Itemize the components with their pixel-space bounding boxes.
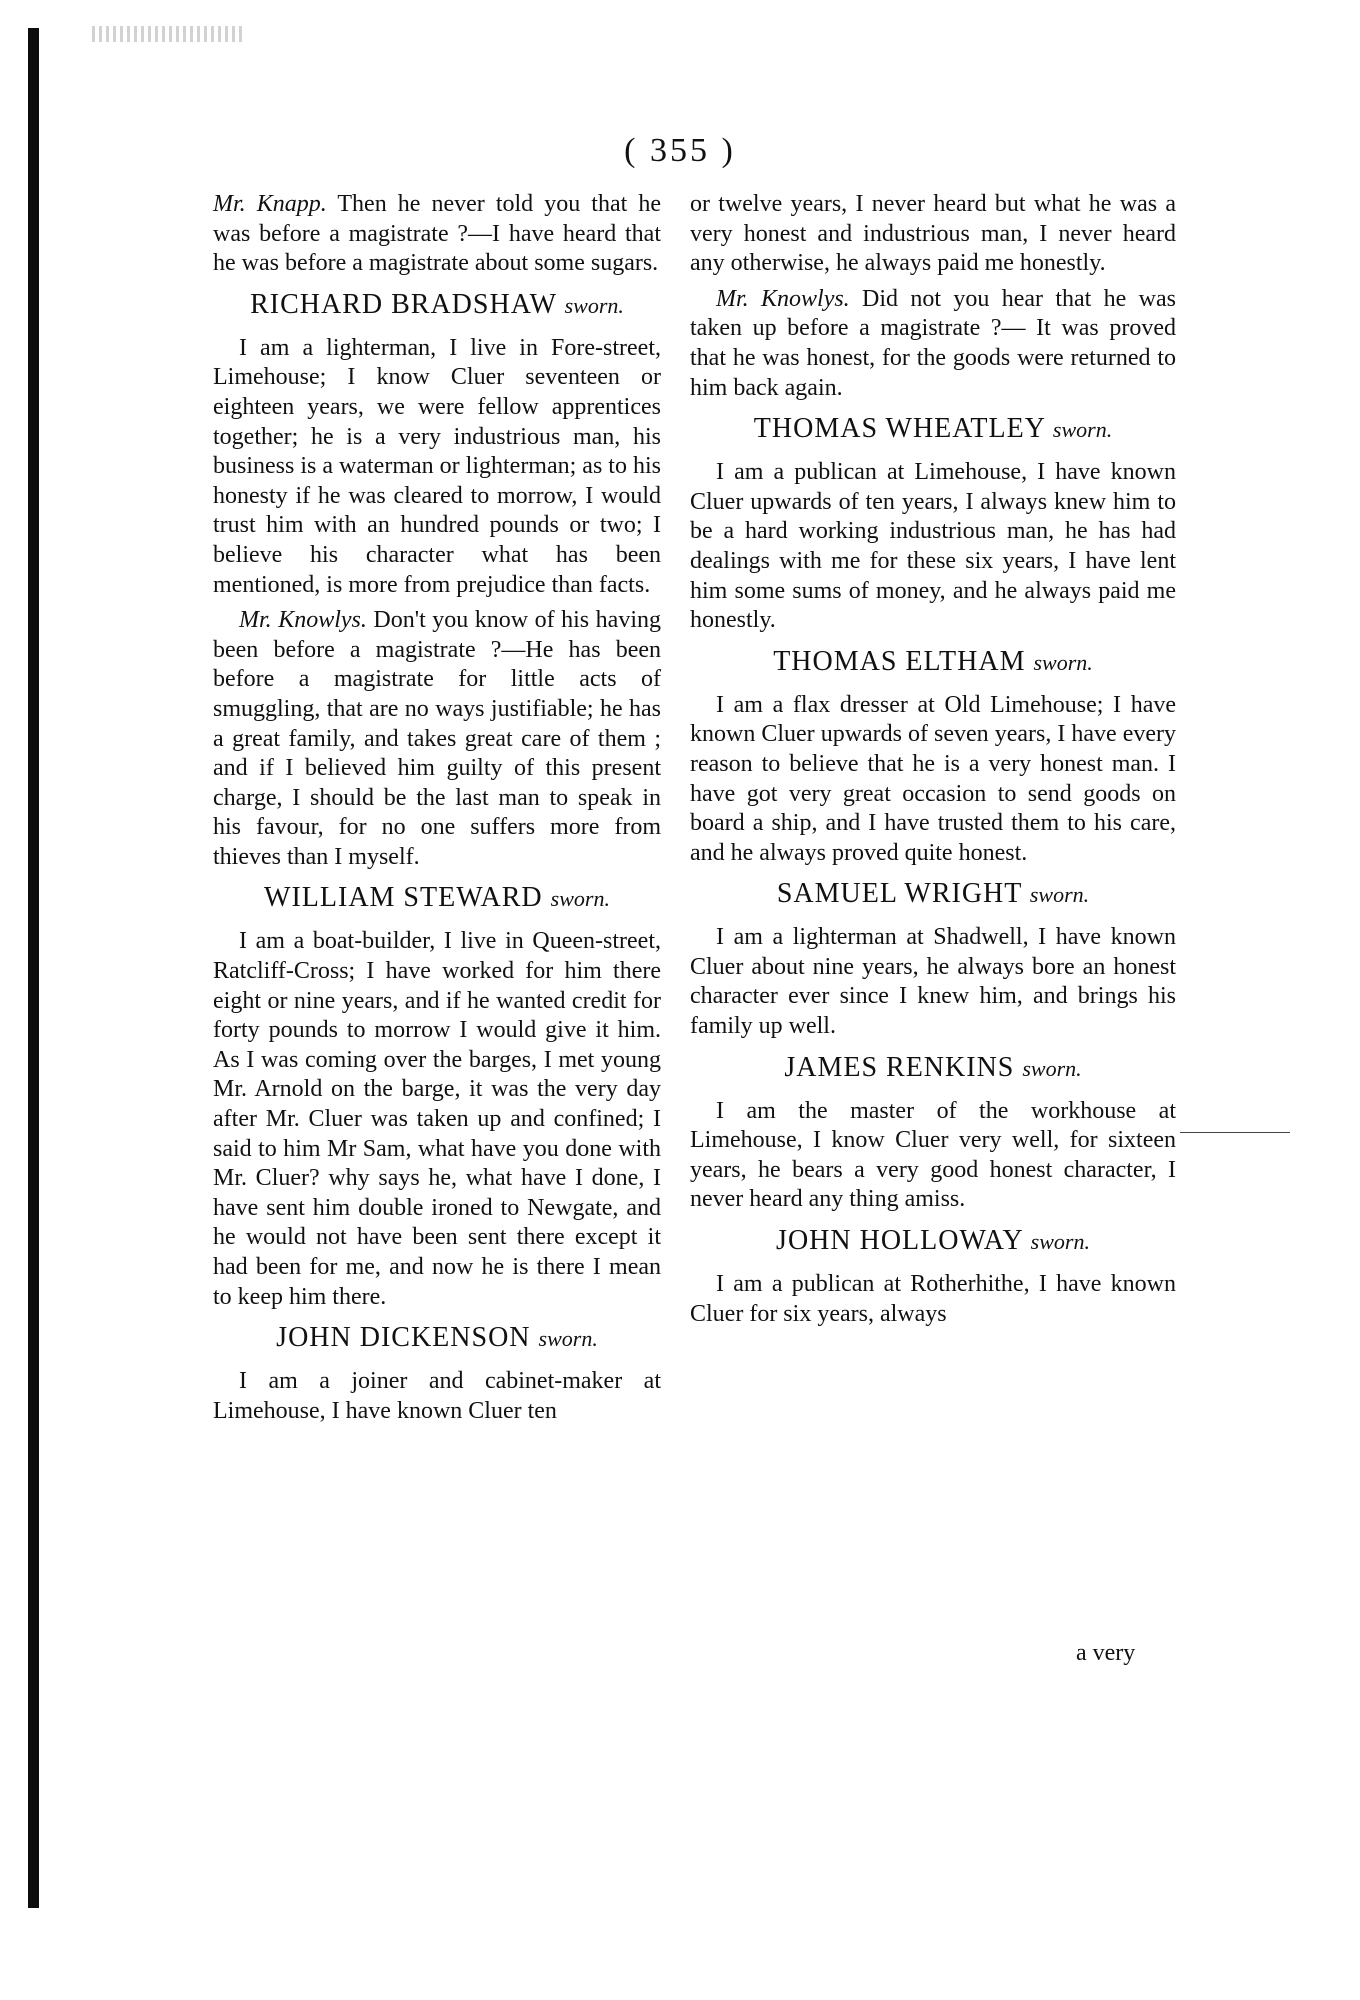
witness-name-eltham: THOMAS ELTHAM [773,645,1026,677]
testimony-bradshaw: I am a lighterman, I live in Fore-street, Limehouse; I know Cluer seventeen or eighteen years, we were fellow apprentices together; he is a very industrious man, his business is a waterman or lighterman; as to his honesty if he was cleared to morrow, I would trust him with an hundred pounds or two; I believe his character what has been mentioned, is more from prejudice than facts. [213,334,661,598]
knowlys-text-left: Don't you know of his having been before a magistrate ?—He has been before a magistrate for little acts of smuggling, that are no ways justifiable; he has a great family, and takes great care of them ; and if I believed him guilty of this present charge, I should be the last man to speak in his favour, for no one suffers more from thieves than I myself. [213,607,661,870]
witness-name-wheatley: THOMAS WHEATLEY [753,413,1045,445]
ink-smudge [92,26,242,42]
knowlys-question-left [213,606,661,872]
witness-heading-steward [213,882,661,915]
witness-heading-wright [690,878,1176,911]
sworn-label: sworn. [1030,1229,1090,1255]
witness-name-dickenson: JOHN DICKENSON [276,1322,531,1354]
testimony-holloway: I am a publican at Rotherhithe, I have known Cluer for six years, always [690,1271,1176,1327]
speaker-knapp: Mr. Knapp. [213,191,327,217]
page-number: ( 355 ) [624,132,736,169]
witness-name-wright: SAMUEL WRIGHT [776,878,1022,910]
testimony-renkins: I am the master of the workhouse at Limehouse, I know Cluer very well, for sixteen years, he bears a very good honest character, I never heard any thing amiss. [690,1097,1176,1213]
knapp-question [213,190,661,279]
sworn-label: sworn. [1022,1055,1082,1081]
witness-name-bradshaw: RICHARD BRADSHAW [250,288,557,320]
binding-edge [28,28,39,1908]
right-column [690,190,1176,1335]
catchword: a very [1076,1640,1136,1666]
speaker-knowlys: Mr. Knowlys. [716,285,850,312]
witness-heading-dickenson [213,1322,661,1355]
knowlys-text-right: Did not you hear that he was taken up before a magistrate ?— It was proved that he was honest, for the goods were returned to him back again. [690,285,1176,401]
witness-name-steward: WILLIAM STEWARD [264,882,543,914]
speaker-knowlys: Mr. Knowlys. [239,607,367,634]
margin-rule [1180,1132,1290,1133]
sworn-label: sworn. [1052,417,1113,443]
testimony-steward: I am a boat-builder, I live in Queen-street, Ratcliff-Cross; I have worked for him there eight or nine years, and if he wanted credit for forty pounds to morrow I would give it him. As I was coming over the barges, I met young Mr. Arnold on the barge, it was the very day after Mr. Cluer was taken up and confined; I said to him Mr Sam, what have you done with Mr. Cluer? why says he, what have I done, I have sent him double ironed to Newgate, and he would not have been sent there except it had been for me, and now he is there I mean to keep him there. [213,928,661,1310]
testimony-eltham: I am a flax dresser at Old Limehouse; I have known Cluer upwards of seven years, I have every reason to believe that he is a very honest man. I have got very great occasion to send goods on board a ship, and I have trusted them to his care, and he always proved quite honest. [690,691,1176,866]
witness-heading-bradshaw [213,289,661,322]
sworn-label: sworn. [550,886,610,912]
testimony-wheatley: I am a publican at Limehouse, I have known Cluer upwards of ten years, I always knew him to be a hard working industrious man, he has had dealings with me for these six years, I have lent him some sums of money, and he always paid me honestly. [690,459,1176,634]
sworn-label: sworn. [1029,882,1090,908]
testimony-dickenson: I am a joiner and cabinet-maker at Limehouse, I have known Cluer ten [213,1368,661,1424]
sworn-label: sworn. [564,292,624,318]
witness-heading-holloway [690,1225,1176,1258]
knapp-text: Then he never told you that he was before a magistrate ?—I have heard that he was before a magistrate about some sugars. [213,191,661,277]
testimony-wright: I am a lighterman at Shadwell, I have known Cluer about nine years, he always bore an honest character ever since I knew him, and brings his family up well. [690,924,1176,1040]
sworn-label: sworn. [538,1326,598,1352]
witness-name-holloway: JOHN HOLLOWAY [776,1225,1023,1257]
testimony-dickenson-continued: or twelve years, I never heard but what he was a very honest and industrious man, I never heard any otherwise, he always paid me honestly. [690,191,1176,277]
left-column [213,190,661,1432]
sworn-label: sworn. [1033,649,1093,675]
witness-heading-eltham [690,646,1176,679]
witness-heading-wheatley [690,413,1176,446]
witness-heading-renkins [690,1052,1176,1085]
witness-name-renkins: JAMES RENKINS [784,1051,1015,1083]
knowlys-question-right [690,285,1176,403]
